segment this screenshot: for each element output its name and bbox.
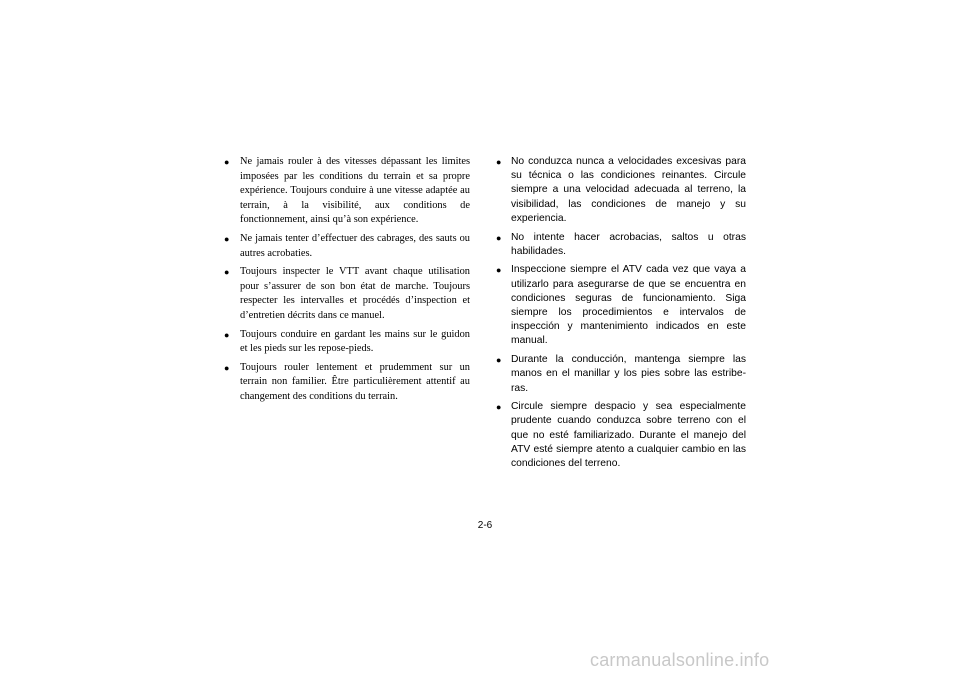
list-item-text: Toujours rouler lentement et prudemment sur un terrain non familier. Être particulièrement attentif au changement des conditions du terrain. — [240, 361, 470, 402]
bullet-icon: ● — [224, 329, 230, 340]
french-safety-list — [224, 155, 470, 409]
bullet-icon: ● — [496, 265, 502, 276]
list-item — [224, 265, 470, 323]
bullet-icon: ● — [224, 233, 230, 244]
list-item-text: No conduzca nunca a velocidades excesivas para su técnica o las condiciones reinantes. Circule siempre a una velocidad adecuada al terreno, la visibilidad, las condiciones de manejo y su experiencia. — [511, 156, 746, 224]
bullet-icon: ● — [224, 157, 230, 167]
spanish-safety-list — [496, 155, 746, 476]
list-item — [224, 155, 470, 228]
bullet-icon: ● — [224, 267, 230, 278]
list-item-text: Durante la conducción, mantenga siempre las manos en el manillar y los pies sobre las estribe-ras. — [511, 354, 746, 394]
bullet-icon: ● — [496, 232, 502, 243]
list-item — [496, 353, 746, 396]
list-item-text: Ne jamais tenter d’effectuer des cabrages, des sauts ou autres acrobaties. — [240, 232, 470, 259]
list-item-text: Ne jamais rouler à des vitesses dépassant les limites imposées par les conditions du terrain et sa propre expérience. Toujours conduire à une vitesse adaptée au terrain, à la visibilité, aux conditions de fonctionnement, ainsi qu’à son expérience. — [240, 156, 470, 226]
bullet-icon: ● — [496, 402, 502, 413]
list-item — [496, 400, 746, 471]
page-number: 2-6 — [477, 520, 493, 531]
list-item — [496, 263, 746, 348]
list-item — [496, 155, 746, 226]
bullet-icon: ● — [496, 355, 502, 366]
list-item — [496, 231, 746, 259]
list-item-text: Toujours inspecter le VTT avant chaque utilisation pour s’assurer de son bon état de marche. Toujours respecter les intervalles et procédés d’inspection et d’entretien décrits dans ce manuel. — [240, 266, 470, 321]
list-item — [224, 361, 470, 405]
list-item — [224, 328, 470, 357]
list-item-text: Inspeccione siempre el ATV cada vez que vaya a utilizarlo para asegurarse de que se encuentra en condiciones seguras de funcionamiento. Siga siempre los procedimientos e intervalos de inspección y mantenimiento indicados en este manual. — [511, 264, 746, 347]
list-item — [224, 232, 470, 261]
list-item-text: Circule siempre despacio y sea especialmente prudente cuando conduzca sobre terreno con el que no esté familiarizado. Durante el manejo del ATV esté siempre atento a cualquier cambio en las condiciones del terreno. — [511, 401, 746, 470]
list-item-text: Toujours conduire en gardant les mains sur le guidon et les pieds sur les repose-pieds. — [240, 328, 470, 355]
list-item-text: No intente hacer acrobacias, saltos u otras habilidades. — [511, 231, 746, 257]
watermark: carmanualsonline.info — [590, 650, 770, 670]
bullet-icon: ● — [224, 362, 230, 373]
bullet-icon: ● — [496, 157, 502, 167]
